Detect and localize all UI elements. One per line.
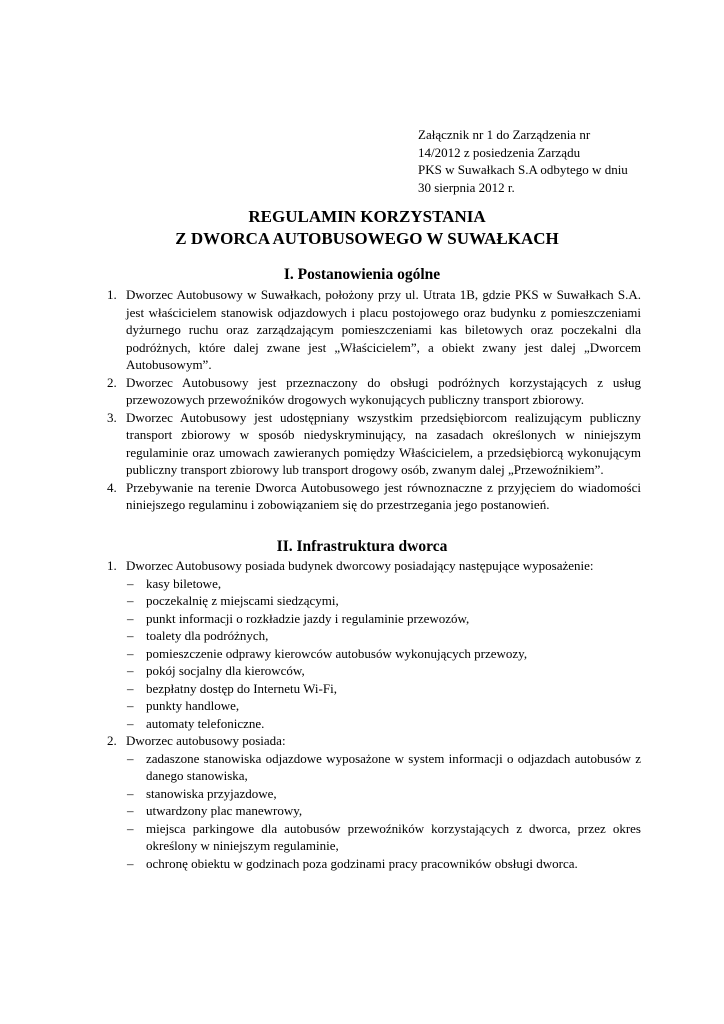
- equipment-list: [126, 575, 641, 733]
- item-number: 2.: [107, 374, 117, 390]
- annex-line: 14/2012 z posiedzenia Zarządu: [418, 144, 581, 160]
- list-item: [126, 802, 641, 820]
- list-item: [107, 479, 641, 514]
- bullet-text: kasy biletowe,: [146, 575, 222, 591]
- bullet-text: punkt informacji o rozkładzie jazdy i regulaminie przewozów,: [146, 610, 470, 626]
- bullet-text: zadaszone stanowiska odjazdowe wyposażone w system informacji o odjazdach autobusów z danego stanowiska,: [146, 750, 641, 783]
- dash-bullet: –: [127, 803, 134, 818]
- list-item: [107, 409, 641, 479]
- annex-line: Załącznik nr 1 do Zarządzenia nr: [418, 127, 591, 142]
- dash-bullet: –: [127, 820, 134, 836]
- general-provisions-list: [107, 286, 641, 514]
- bullet-text: automaty telefoniczne.: [146, 715, 265, 731]
- dash-bullet: –: [127, 680, 134, 696]
- list-item: [107, 374, 641, 409]
- dash-bullet: –: [127, 628, 134, 643]
- list-item: [126, 715, 641, 733]
- list-item: [126, 697, 641, 715]
- item-number: 1.: [107, 287, 117, 302]
- item-intro: Dworzec Autobusowy posiada budynek dworcowy posiadający następujące wyposażenie:: [126, 558, 594, 573]
- item-number: 3.: [107, 409, 117, 425]
- bullet-text: utwardzony plac manewrowy,: [146, 803, 303, 818]
- title-line: REGULAMIN KORZYSTANIA: [248, 207, 486, 226]
- list-item: [126, 610, 641, 628]
- bullet-text: bezpłatny dostęp do Internetu Wi-Fi,: [146, 680, 337, 696]
- list-item: [126, 592, 641, 610]
- bullet-text: punkty handlowe,: [146, 698, 240, 713]
- list-item: [126, 750, 641, 785]
- dash-bullet: –: [127, 785, 134, 801]
- list-item: [126, 575, 641, 593]
- bullet-text: pomieszczenie odprawy kierowców autobusów wykonujących przewozy,: [146, 645, 528, 661]
- document-title: [0, 206, 724, 249]
- bullet-text: poczekalnię z miejscami siedzącymi,: [146, 593, 339, 608]
- list-item: [107, 557, 641, 732]
- list-item: [126, 627, 641, 645]
- dash-bullet: –: [127, 715, 134, 731]
- list-item: [107, 286, 641, 374]
- item-text: Dworzec Autobusowy w Suwałkach, położony przy ul. Utrata 1B, gdzie PKS w Suwałkach S.A. jest właścicielem stanowisk odjazdowych i placu postojowego oraz budynku z pomieszczeniami dyżurnego ruchu oraz zarządzającym pomieszczeniami kas biletowych oraz poczekalni dla podróżnych, które dalej zwane jest „Właścicielem”, a obiekt zwany jest dalej „Dworcem Autobusowym”.: [126, 287, 641, 372]
- section-heading: I. Postanowienia ogólne: [283, 266, 441, 283]
- list-item: [126, 645, 641, 663]
- list-item: [107, 732, 641, 872]
- annex-line: 30 sierpnia 2012 r.: [418, 179, 515, 195]
- bullet-text: toalety dla podróżnych,: [146, 628, 269, 643]
- section-heading: II. Infrastruktura dworca: [276, 538, 448, 555]
- list-item: [126, 680, 641, 698]
- annex-note: [418, 126, 678, 196]
- dash-bullet: –: [127, 610, 134, 626]
- dash-bullet: –: [127, 575, 134, 591]
- dash-bullet: –: [127, 698, 134, 713]
- item-text: Dworzec Autobusowy jest przeznaczony do obsługi podróżnych korzystających z usług przewozowych przewoźników drogowych wykonujących publiczny transport zbiorowy.: [126, 374, 641, 407]
- list-item: [126, 785, 641, 803]
- item-text: Dworzec Autobusowy jest udostępniany wszystkim przedsiębiorcom realizującym publiczny transport zbiorowy w sposób niedyskryminujący, na zasadach określonych w niniejszym regulaminie oraz umowach zawieranych pomiędzy Właścicielem, a przedsiębiorcą wykonującym publiczny transport zbiorowy lub transport drogowy osób, zwanym dalej „Przewoźnikiem”.: [126, 409, 641, 477]
- dash-bullet: –: [127, 750, 134, 766]
- dash-bullet: –: [127, 855, 134, 871]
- item-text: Przebywanie na terenie Dworca Autobusowego jest równoznaczne z przyjęciem do wiadomości niniejszego regulaminu i zobowiązaniem się do przestrzegania jego postanowień.: [126, 479, 641, 512]
- facilities-list: [126, 750, 641, 873]
- list-item: [126, 662, 641, 680]
- infrastructure-list: [107, 557, 641, 872]
- list-item: [126, 820, 641, 855]
- bullet-text: stanowiska przyjazdowe,: [146, 785, 277, 801]
- bullet-text: miejsca parkingowe dla autobusów przewoźników korzystających z dworca, przez okres określony w niniejszym regulaminie,: [146, 820, 641, 853]
- bullet-text: ochronę obiektu w godzinach poza godzinami pracy pracowników obsługi dworca.: [146, 855, 578, 871]
- list-item: [126, 855, 641, 873]
- title-line: Z DWORCA AUTOBUSOWEGO W SUWAŁKACH: [175, 228, 559, 248]
- dash-bullet: –: [127, 663, 134, 678]
- item-number: 2.: [107, 733, 117, 748]
- item-intro: Dworzec autobusowy posiada:: [126, 733, 286, 748]
- item-number: 4.: [107, 479, 117, 495]
- dash-bullet: –: [127, 593, 134, 608]
- dash-bullet: –: [127, 645, 134, 661]
- annex-line: PKS w Suwałkach S.A odbytego w dniu: [418, 162, 628, 177]
- item-number: 1.: [107, 558, 117, 573]
- bullet-text: pokój socjalny dla kierowców,: [146, 663, 305, 678]
